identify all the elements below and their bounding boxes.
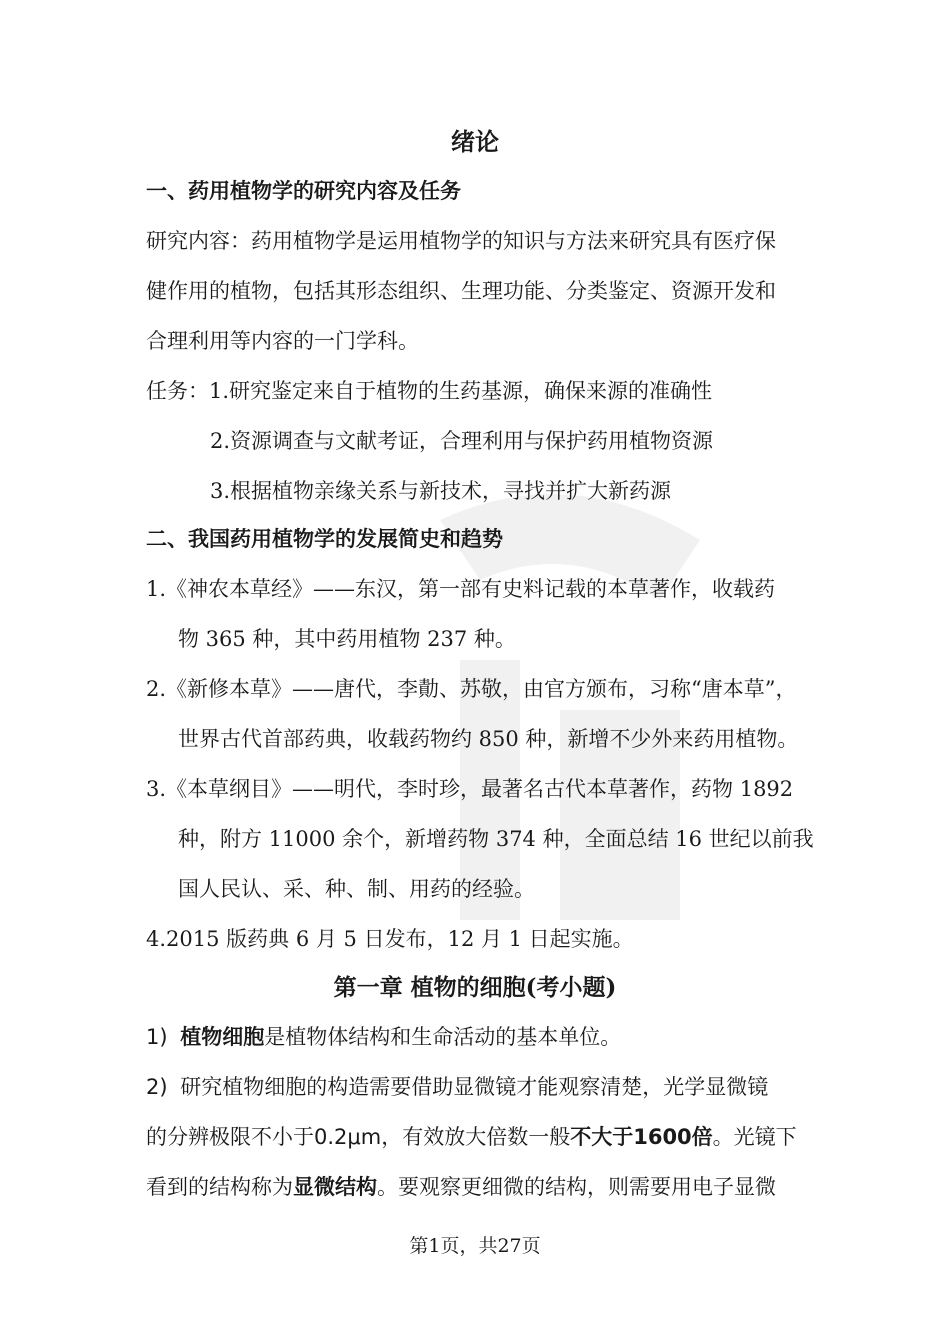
chapter-paragraph-2-line-1 (146, 1072, 768, 1102)
research-line-1: 研究内容：药用植物学是运用植物学的知识与方法来研究具有医疗保 (146, 229, 776, 253)
research-line-2: 健作用的植物，包括其形态组织、生理功能、分类鉴定、资源开发和 (146, 279, 776, 303)
p1-number: 1) (146, 1025, 168, 1049)
p2-number: 2) (146, 1075, 168, 1099)
history-item-3-line-3: 国人民认、采、种、制、用药的经验。 (178, 877, 535, 901)
page-title: 绪论 (451, 127, 499, 156)
p2-line3-a: 看到的结构称为 (146, 1175, 293, 1199)
p1-bold-term: 植物细胞 (180, 1024, 265, 1049)
page-footer: 第1页，共27页 (409, 1235, 541, 1257)
history-item-2-line-2: 世界古代首部药典，收载药物约 850 种，新增不少外来药用植物。 (178, 727, 799, 751)
chapter-paragraph-1 (146, 1022, 621, 1052)
chapter-title: 第一章 植物的细胞(考小题) (333, 974, 617, 1001)
history-item-3-line-2: 种，附方 11000 余个，新增药物 374 种，全面总结 16 世纪以前我 (178, 827, 814, 851)
p2-line1-text: 研究植物细胞的构造需要借助显微镜才能观察清楚，光学显微镜 (180, 1075, 769, 1099)
history-item-1-line-2: 物 365 种，其中药用植物 237 种。 (178, 627, 516, 651)
p2-line2-d: 。光镜下 (712, 1125, 797, 1149)
history-item-4: 4.2015 版药典 6 月 5 日发布，12 月 1 日起实施。 (146, 927, 634, 951)
p2-line2-b: 0.2μm (314, 1125, 382, 1149)
section-heading-2: 二、我国药用植物学的发展简史和趋势 (146, 526, 503, 551)
section-heading-1: 一、药用植物学的研究内容及任务 (146, 178, 461, 203)
p2-line2-c: ，有效放大倍数一般 (381, 1125, 571, 1149)
p2-line2-a: 的分辨极限不小于 (146, 1125, 314, 1149)
history-item-3-line-1: 3.《本草纲目》——明代，李时珍，最著名古代本草著作，药物 1892 (146, 777, 794, 801)
chapter-paragraph-2-line-3 (146, 1172, 776, 1202)
p2-line3-b: 。要观察更细微的结构，则需要用电子显微 (377, 1175, 776, 1199)
task-line-1: 任务：1.研究鉴定来自于植物的生药基源，确保来源的准确性 (146, 379, 713, 403)
chapter-paragraph-2-line-2 (146, 1122, 797, 1152)
p2-line2-bold: 不大于1600倍 (570, 1125, 713, 1149)
history-item-1-line-1: 1.《神农本草经》——东汉，第一部有史料记载的本草著作，收载药 (146, 577, 776, 601)
p2-line3-bold: 显微结构 (293, 1174, 377, 1199)
research-line-3: 合理利用等内容的一门学科。 (146, 329, 419, 353)
task-line-2: 2.资源调查与文献考证，合理利用与保护药用植物资源 (210, 429, 714, 453)
history-item-2-line-1: 2.《新修本草》——唐代，李勣、苏敬，由官方颁布，习称“唐本草”， (146, 677, 797, 701)
p1-rest: 是植物体结构和生命活动的基本单位。 (264, 1025, 622, 1049)
task-line-3: 3.根据植物亲缘关系与新技术，寻找并扩大新药源 (210, 479, 672, 503)
